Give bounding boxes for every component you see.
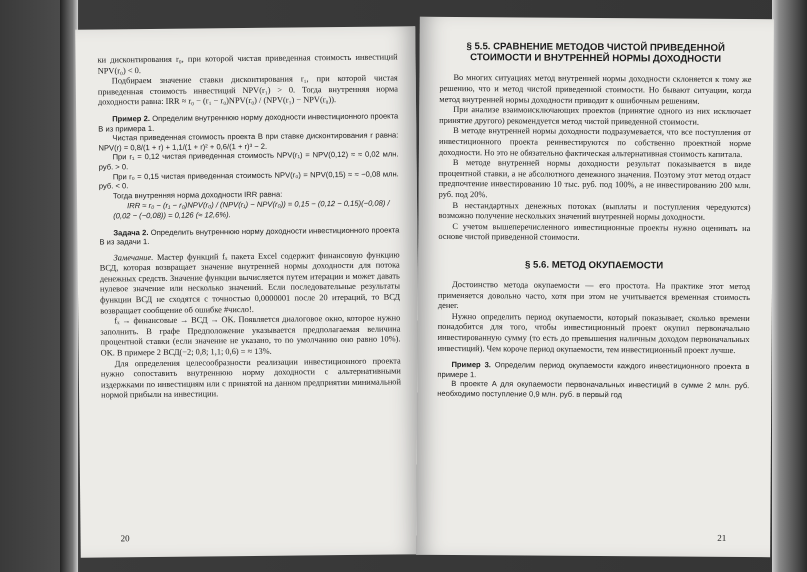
paragraph: Достоинство метода окупаемости — его простота. На практике этот метод применяется довольно часто, хотя при этом не учитывается временная стоимость денег. (437, 280, 751, 311)
example-3-title: Пример 3. (451, 360, 491, 370)
paragraph: Тогда внутренняя норма доходности IRR равна: (112, 189, 283, 201)
paragraph: С учетом вышеперечисленного инвестиционные проекты нужно оценивать на основе чистой приведенной стоимости. (438, 221, 751, 243)
page-number: 20 (120, 533, 130, 544)
note (100, 250, 401, 317)
example-3 (437, 360, 749, 381)
paragraph: При анализе взаимоисключающих проектов (принятие одного из них исключает принятие другого) рекомендуется метод чистой приведенной стоимости. (439, 105, 752, 127)
paragraph: fₓ → финансовые → ВСД → OK. Появляется диалоговое окно, которое нужно заполнить. В графе Предположение указывается предполагаемая величина процентной ставки (если значение не указано, то по умолчанию оно равно 10%). OK. В примере 2 ВСД(−2; 0,8; 1,1; 0,6) = ≈ 13%. (100, 313, 401, 358)
paragraph: В нестандартных денежных потоках (выплаты и поступления чередуются) возможно получение нескольких значений внутренней нормы доходности. (438, 200, 751, 222)
right-page-content (437, 39, 752, 401)
left-page-content (98, 52, 402, 401)
paragraph: При r₁ = 0,12 чистая приведенная стоимость NPV(r₁) = NPV(0,12) ≈ ≈ 0,02 млн. руб. > 0. (98, 149, 399, 172)
task-2-text: Определить внутреннюю норму доходности инвестиционного проекта B из задачи 1. (99, 224, 400, 247)
paragraph: В проекте A для окупаемости первоначальных инвестиций в сумме 2 млн. руб. необходимо поступление 0,9 млн. руб. в первый год (437, 379, 750, 400)
note-label: Замечание. (113, 252, 154, 263)
book-edge-right (772, 0, 807, 572)
example-2-text: Определим внутреннюю норму доходности инвестиционного проекта B из примера 1. (98, 111, 399, 134)
paragraph: В методе внутренней нормы доходности подразумевается, что все поступления от инвестиционного проекта реинвестируются по собственно проектной норме доходности. Но это не обязательно фактическая альтернативная стоимость капитала. (438, 126, 752, 159)
paragraph: В методе внутренней нормы доходности результат показывается в виде процентной ставки, а не абсолютного денежного значения. Поэтому этот метод отдаст предпочтение инвестированию 10 тыс. руб. под 100%, а не инвестированию 200 млн. руб. под 20%. (438, 158, 751, 200)
right-page (416, 17, 774, 557)
page-number: 21 (717, 532, 727, 543)
section-heading: § 5.6. МЕТОД ОКУПАЕМОСТИ (525, 259, 664, 272)
paragraph: Нужно определить период окупаемости, который показывает, сколько времени понадобится для того, чтобы инвестиционный проект окупил первоначально инвестированную сумму (то есть до превышения наличным доходом первоначальных инвестиций). Чем короче период окупаемости, тем инвестиционный проект лучше. (437, 311, 750, 355)
paragraph: ки дисконтирования r₀, при которой чистая приведенная стоимость инвестиций NPV(r₀) < 0. (97, 52, 398, 76)
section-heading: § 5.5. СРАВНЕНИЕ МЕТОДОВ ЧИСТОЙ ПРИВЕДЕННОЙ СТОИМОСТИ И ВНУТРЕННЕЙ НОРМЫ ДОХОДНОСТИ (466, 41, 725, 66)
task-2-title: Задача 2. (113, 227, 149, 237)
note-text: Мастер функций fₓ пакета Excel содержит финансовую функцию ВСД, которая возвращает значение внутренней нормы доходности для потока денежных средств. Значение функции вычисляется путем итерации и может давать нулевое значение или несколько значений. Если последовательные результаты функции ВСД не сходятся с точностью 0,0000001 после 20 итераций, то ВСД возвращает сообщение об ошибке #число!. (99, 250, 401, 316)
paragraph: Чистая приведенная стоимость проекта B при ставке дисконтирования r равна: NPV(r) = 0,8/(1 + r) + 1,1/(1 + r)² + 0,6/(1 + r)³ − 2. (98, 130, 399, 153)
example-2-title: Пример 2. (112, 113, 151, 124)
paragraph: Подбираем значение ставки дисконтирования r₁, при которой чистая приведенная стоимость инвестиций NPV(r₁) > 0. Тогда внутренняя норма доходности равна: IRR ≈ r₀ − (r₁ − r₀)NPV(r₀) / (NPV(r₁) − NPV(r₀)). (97, 73, 398, 107)
paragraph: Для определения целесообразности реализации инвестиционного проекта нужно сопоставить внутреннюю норму доходности с альтернативными издержками по инвестициям или с принятой на данном предприятии минимальной нормой прибыли на инвестиции. (100, 356, 401, 400)
paragraph: При r₀ = 0,15 чистая приведенная стоимость NPV(r₀) = NPV(0,15) ≈ ≈ −0,08 млн. руб. < 0. (98, 168, 399, 191)
formula: IRR ≈ r₀ − (r₁ − r₀)NPV(r₀) / (NPV(r₁) − NPV(r₀)) = 0,15 − (0,12 − 0,15)(−0,08) / (0,02 − (−0,08)) = 0,126 (≈ 12,6%). (113, 198, 390, 221)
paragraph: Во многих ситуациях метод внутренней нормы доходности склоняется к тому же решению, что и метод чистой приведенной стоимости. Но бывают ситуации, когда метод внутренней нормы доходности приводит к ошибочным решениям. (439, 73, 752, 106)
left-page (75, 26, 421, 558)
example-3-text: Определим период окупаемости каждого инвестиционного проекта в примере 1. (437, 360, 750, 380)
